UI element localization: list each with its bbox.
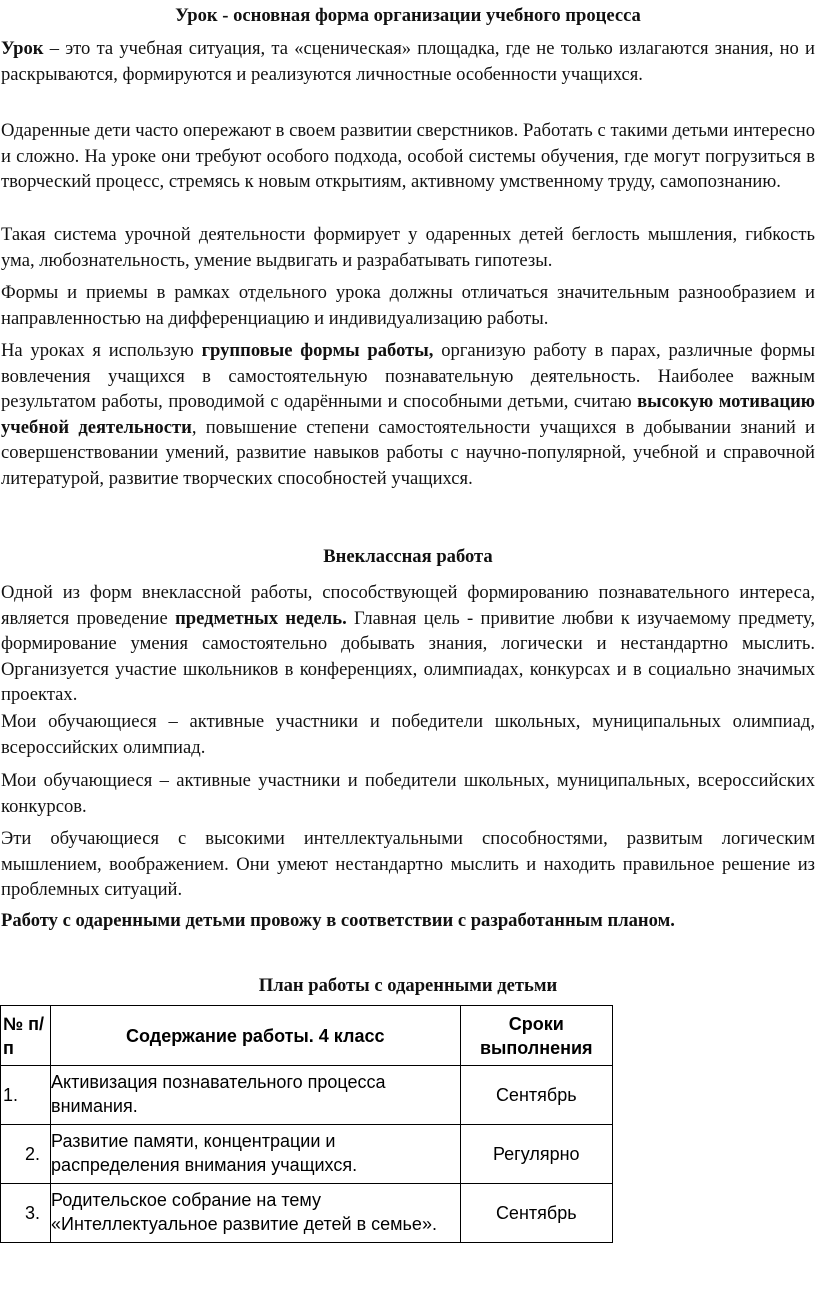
emphasis-subject-weeks: предметных недель. [175, 607, 347, 629]
plan-table [0, 1005, 613, 1243]
page-title: Урок - основная форма организации учебного процесса [175, 5, 641, 26]
section-title-extracurricular: Внеклассная работа [323, 546, 493, 567]
term-lesson: Урок [1, 38, 44, 59]
header-deadline: Сроки выполнения [460, 1006, 612, 1066]
row-deadline: Регулярно [460, 1125, 612, 1184]
paragraph-abilities: Эти обучающиеся с высокими интеллектуальными способностями, развитым логическим мышлением, воображением. Они умеют нестандартно мыслить и находить правильное решение из проблемных ситуаций. [1, 828, 815, 901]
paragraph-olympiads: Мои обучающиеся – активные участники и победители школьных, муниципальных олимпиад, всероссийских олимпиад. [1, 711, 815, 758]
table-row [1, 1184, 613, 1243]
row-deadline: Сентябрь [460, 1066, 612, 1125]
paragraph-subject-weeks: Одной из форм внеклассной работы, способствующей формированию познавательного интереса, является проведение предметных недель. Главная цель - привитие любви к изучаемому предмету, формирование умения самостоятельно добывать знания, логически и нестандартно мыслить. Организуется участие школьников в конференциях, олимпиадах, конкурсах и в социально значимых проектах. [1, 582, 815, 706]
header-number: № п/п [1, 1006, 51, 1066]
paragraph-forms-methods: Формы и приемы в рамках отдельного урока должны отличаться значительным разнообразием и направленностью на дифференциацию и индивидуализацию работы. [1, 282, 815, 329]
table-row [1, 1066, 613, 1125]
table-row [1, 1125, 613, 1184]
paragraph-plan-intro: Работу с одаренными детьми провожу в соответствии с разработанным планом. [1, 910, 675, 931]
emphasis-motivation: высокую мотивацию учебной деятельности [1, 391, 815, 438]
paragraph-contests: Мои обучающиеся – активные участники и победители школьных, муниципальных, всероссийских конкурсов. [1, 770, 815, 817]
table-title: План работы с одаренными детьми [258, 975, 558, 996]
row-deadline: Сентябрь [460, 1184, 612, 1243]
paragraph-group-work: На уроках я использую групповые формы работы, организую работу в парах, различные формы вовлечения учащихся в самостоятельную познавательную деятельность. Наиболее важным результатом работы, проводимой с одарёнными и способными детьми, считаю высокую мотивацию учебной деятельности, повышение степени самостоятельности учащихся в добывании знаний и совершенствовании умений, развитие навыков работы с научно-популярной, учебной и справочной литературой, развитие творческих способностей учащихся. [1, 340, 816, 489]
row-content: Родительское собрание на тему «Интеллектуальное развитие детей в семье». [51, 1184, 460, 1243]
paragraph-lesson-definition: Урок – это та учебная ситуация, та «сценическая» площадка, где не только излагаются знания, но и раскрываются, формируются и реализуются личностные особенности учащихся. [1, 38, 815, 85]
row-content: Активизация познавательного процесса внимания. [51, 1066, 460, 1125]
row-content: Развитие памяти, концентрации и распределения внимания учащихся. [51, 1125, 460, 1184]
emphasis-group-forms: групповые формы работы, [201, 340, 434, 361]
paragraph-gifted-children: Одаренные дети часто опережают в своем развитии сверстников. Работать с такими детьми интересно и сложно. На уроке они требуют особого подхода, особой системы обучения, где могут погрузиться в творческий процесс, стремясь к новым открытиям, активному умственному труду, самопознанию. [1, 120, 815, 193]
paragraph-lesson-system: Такая система урочной деятельности формирует у одаренных детей беглость мышления, гибкость ума, любознательность, умение выдвигать и разрабатывать гипотезы. [1, 224, 815, 271]
row-number: 2. [1, 1125, 51, 1184]
table-header-row [1, 1006, 613, 1066]
row-number: 3. [1, 1184, 51, 1243]
header-content: Содержание работы. 4 класс [51, 1006, 460, 1066]
row-number: 1. [1, 1066, 51, 1125]
